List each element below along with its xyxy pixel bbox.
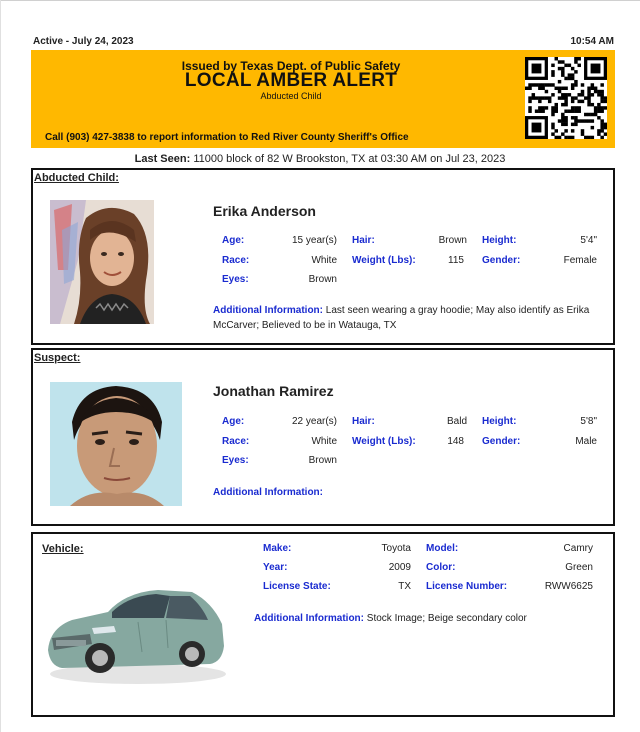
last-seen	[0, 153, 640, 165]
child-height-label: Height:	[482, 235, 517, 246]
suspect-hair-value: Bald	[446, 416, 467, 427]
vehicle-section	[31, 532, 615, 717]
vehicle-license-state-value: TX	[398, 581, 411, 592]
status-date: Active - July 24, 2023	[33, 36, 134, 47]
suspect-gender-value: Male	[575, 436, 597, 447]
suspect-eyes-value: Brown	[308, 455, 337, 466]
suspect-gender-label: Gender:	[482, 436, 521, 447]
child-age-label: Age:	[222, 235, 245, 246]
vehicle-color-label: Color:	[426, 562, 456, 573]
child-name: Erika Anderson	[213, 203, 316, 219]
child-additional-label: Additional Information:	[213, 305, 323, 316]
abducted-child-section	[31, 168, 615, 345]
suspect-additional-info	[213, 485, 593, 500]
suspect-weight-value: 148	[447, 436, 464, 447]
qr-code[interactable]	[525, 57, 607, 139]
child-gender-label: Gender:	[482, 255, 521, 266]
vehicle-license-number-value: RWW6625	[544, 581, 593, 592]
issued-by: Issued by Texas Dept. of Public Safety	[181, 59, 401, 73]
alert-banner	[31, 50, 615, 148]
child-hair-value: Brown	[438, 235, 467, 246]
child-additional-text: Last seen wearing a gray hoodie; May also identify as Erika McCarver; Believed to be in Watauga, TX	[213, 305, 590, 331]
child-age-value: 15 year(s)	[291, 235, 337, 246]
vehicle-label: Vehicle:	[42, 543, 84, 555]
page-left-border	[0, 0, 1, 732]
suspect-label: Suspect:	[34, 352, 81, 364]
child-weight-value: 115	[448, 255, 464, 266]
issue-time: 10:54 AM	[570, 36, 614, 47]
child-eyes-label: Eyes:	[222, 274, 249, 285]
vehicle-model-value: Camry	[563, 543, 593, 554]
vehicle-model-label: Model:	[426, 543, 459, 554]
child-race-label: Race:	[222, 255, 250, 266]
call-to-report: Call (903) 427-3838 to report information to Red River County Sheriff's Office	[45, 132, 409, 143]
child-additional-info	[213, 303, 593, 333]
suspect-additional-label: Additional Information:	[213, 487, 323, 498]
last-seen-text: 11000 block of 82 W Brookston, TX at 03:30 AM on Jul 23, 2023	[193, 153, 506, 165]
vehicle-additional-text: Stock Image; Beige secondary color	[366, 613, 527, 624]
suspect-age-value: 22 year(s)	[291, 416, 337, 427]
last-seen-label: Last Seen:	[134, 153, 191, 165]
suspect-race-label: Race:	[222, 436, 250, 447]
suspect-hair-label: Hair:	[352, 416, 375, 427]
suspect-eyes-label: Eyes:	[222, 455, 249, 466]
vehicle-license-state-label: License State:	[263, 581, 331, 592]
child-gender-value: Female	[563, 255, 597, 266]
vehicle-year-label: Year:	[263, 562, 288, 573]
child-eyes-value: Brown	[308, 274, 337, 285]
abducted-child-label: Abducted Child:	[34, 172, 119, 184]
vehicle-make-label: Make:	[263, 543, 292, 554]
vehicle-color-value: Green	[565, 562, 593, 573]
child-hair-label: Hair:	[352, 235, 375, 246]
vehicle-additional-label: Additional Information:	[254, 613, 364, 624]
child-height-value: 5'4"	[580, 235, 597, 246]
suspect-race-value: White	[311, 436, 337, 447]
vehicle-additional-info	[254, 611, 604, 626]
suspect-height-label: Height:	[482, 416, 517, 427]
child-weight-label: Weight (Lbs):	[352, 255, 416, 266]
suspect-photo	[50, 382, 182, 506]
top-bar	[33, 36, 614, 50]
suspect-weight-label: Weight (Lbs):	[352, 436, 416, 447]
suspect-height-value: 5'8"	[580, 416, 597, 427]
child-race-value: White	[311, 255, 337, 266]
suspect-section	[31, 348, 615, 526]
alert-title: LOCAL AMBER ALERT	[184, 70, 398, 91]
alert-subtitle: Abducted Child	[260, 91, 322, 101]
child-photo	[50, 200, 154, 324]
vehicle-make-value: Toyota	[381, 543, 411, 554]
vehicle-license-number-label: License Number:	[426, 581, 508, 592]
suspect-age-label: Age:	[222, 416, 245, 427]
vehicle-year-value: 2009	[388, 562, 411, 573]
vehicle-photo	[42, 562, 228, 694]
suspect-name: Jonathan Ramirez	[213, 383, 334, 399]
page-top-border	[0, 0, 640, 4]
